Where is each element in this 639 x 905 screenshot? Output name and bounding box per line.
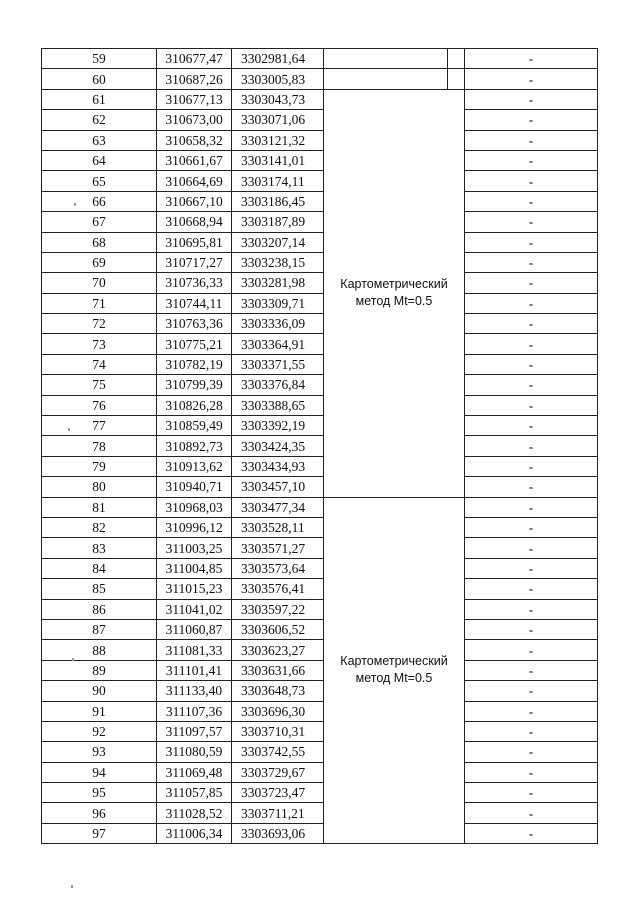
note-cell: - (465, 803, 598, 823)
method-line-2: метод Mt=0.5 (355, 294, 433, 309)
y-coordinate: 3303528,11 (232, 517, 324, 537)
point-number: 81 (42, 497, 157, 517)
note-cell: - (465, 273, 598, 293)
method-line-1: Картометрический (340, 654, 448, 669)
table-row (42, 783, 598, 803)
x-coordinate: 311069,48 (157, 762, 232, 782)
point-number: 82 (42, 517, 157, 537)
y-coordinate: 3303711,21 (232, 803, 324, 823)
note-cell: - (465, 314, 598, 334)
x-coordinate: 310775,21 (157, 334, 232, 354)
scan-speck (74, 203, 76, 206)
x-coordinate: 310677,47 (157, 49, 232, 69)
note-cell: - (465, 538, 598, 558)
table-row (42, 293, 598, 313)
x-coordinate: 311133,40 (157, 681, 232, 701)
table-row (42, 314, 598, 334)
x-coordinate: 310782,19 (157, 354, 232, 374)
y-coordinate: 3303742,55 (232, 742, 324, 762)
note-cell: - (465, 619, 598, 639)
point-number: 78 (42, 436, 157, 456)
accuracy-cell-empty (448, 69, 465, 89)
point-number: 85 (42, 579, 157, 599)
coordinates-table (41, 48, 598, 844)
note-cell: - (465, 49, 598, 69)
table-row (42, 681, 598, 701)
y-coordinate: 3303696,30 (232, 701, 324, 721)
y-coordinate: 3303392,19 (232, 416, 324, 436)
x-coordinate: 310940,71 (157, 477, 232, 497)
note-cell: - (465, 69, 598, 89)
point-number: 60 (42, 69, 157, 89)
x-coordinate: 311101,41 (157, 660, 232, 680)
point-number: 92 (42, 721, 157, 741)
table-row (42, 69, 598, 89)
point-number: 62 (42, 110, 157, 130)
table-row (42, 110, 598, 130)
note-cell: - (465, 742, 598, 762)
y-coordinate: 3303121,32 (232, 130, 324, 150)
y-coordinate: 3303281,98 (232, 273, 324, 293)
point-number: 71 (42, 293, 157, 313)
y-coordinate: 3303576,41 (232, 579, 324, 599)
table-row (42, 701, 598, 721)
y-coordinate: 3303376,84 (232, 375, 324, 395)
point-number: 74 (42, 354, 157, 374)
y-coordinate: 3303573,64 (232, 558, 324, 578)
x-coordinate: 310799,39 (157, 375, 232, 395)
note-cell: - (465, 171, 598, 191)
x-coordinate: 310859,49 (157, 416, 232, 436)
point-number: 77 (42, 416, 157, 436)
table-row (42, 721, 598, 741)
scan-speck (71, 885, 73, 888)
x-coordinate: 311006,34 (157, 823, 232, 843)
point-number: 68 (42, 232, 157, 252)
point-number: 66 (42, 191, 157, 211)
y-coordinate: 3303623,27 (232, 640, 324, 660)
scan-speck (68, 428, 70, 431)
note-cell: - (465, 456, 598, 476)
table-row (42, 395, 598, 415)
note-cell: - (465, 110, 598, 130)
y-coordinate: 3303388,65 (232, 395, 324, 415)
x-coordinate: 310677,13 (157, 89, 232, 109)
note-cell: - (465, 212, 598, 232)
point-number: 67 (42, 212, 157, 232)
y-coordinate: 3303729,67 (232, 762, 324, 782)
note-cell: - (465, 89, 598, 109)
note-cell: - (465, 701, 598, 721)
y-coordinate: 3303364,91 (232, 334, 324, 354)
x-coordinate: 310736,33 (157, 273, 232, 293)
x-coordinate: 311057,85 (157, 783, 232, 803)
note-cell: - (465, 517, 598, 537)
x-coordinate: 310968,03 (157, 497, 232, 517)
table-row (42, 823, 598, 843)
y-coordinate: 3303424,35 (232, 436, 324, 456)
x-coordinate: 311004,85 (157, 558, 232, 578)
method-line-1: Картометрический (340, 277, 448, 292)
y-coordinate: 3303693,06 (232, 823, 324, 843)
table-row (42, 517, 598, 537)
y-coordinate: 3303174,11 (232, 171, 324, 191)
table-row (42, 640, 598, 660)
point-number: 95 (42, 783, 157, 803)
table-row (42, 416, 598, 436)
note-cell: - (465, 660, 598, 680)
point-number: 88 (42, 640, 157, 660)
point-number: 59 (42, 49, 157, 69)
x-coordinate: 311028,52 (157, 803, 232, 823)
x-coordinate: 310717,27 (157, 252, 232, 272)
y-coordinate: 3303371,55 (232, 354, 324, 374)
table-row (42, 191, 598, 211)
x-coordinate: 311080,59 (157, 742, 232, 762)
point-number: 64 (42, 150, 157, 170)
y-coordinate: 3303043,73 (232, 89, 324, 109)
y-coordinate: 3303606,52 (232, 619, 324, 639)
x-coordinate: 311097,57 (157, 721, 232, 741)
x-coordinate: 310826,28 (157, 395, 232, 415)
x-coordinate: 310667,10 (157, 191, 232, 211)
note-cell: - (465, 334, 598, 354)
table-row (42, 599, 598, 619)
accuracy-cell-empty (448, 49, 465, 69)
note-cell: - (465, 375, 598, 395)
y-coordinate: 3303723,47 (232, 783, 324, 803)
x-coordinate: 310996,12 (157, 517, 232, 537)
y-coordinate: 3303309,71 (232, 293, 324, 313)
y-coordinate: 3303005,83 (232, 69, 324, 89)
note-cell: - (465, 681, 598, 701)
note-cell: - (465, 191, 598, 211)
coordinates-table-body (42, 49, 598, 844)
point-number: 97 (42, 823, 157, 843)
point-number: 87 (42, 619, 157, 639)
note-cell: - (465, 477, 598, 497)
x-coordinate: 310673,00 (157, 110, 232, 130)
note-cell: - (465, 293, 598, 313)
table-row (42, 252, 598, 272)
x-coordinate: 310687,26 (157, 69, 232, 89)
x-coordinate: 311107,36 (157, 701, 232, 721)
y-coordinate: 3303238,15 (232, 252, 324, 272)
table-row (42, 212, 598, 232)
table-row (42, 436, 598, 456)
table-row (42, 375, 598, 395)
y-coordinate: 3303141,01 (232, 150, 324, 170)
point-number: 70 (42, 273, 157, 293)
point-number: 91 (42, 701, 157, 721)
table-row (42, 171, 598, 191)
method-description (324, 497, 465, 844)
method-line-2: метод Mt=0.5 (355, 671, 433, 686)
note-cell: - (465, 395, 598, 415)
x-coordinate: 311003,25 (157, 538, 232, 558)
x-coordinate: 310664,69 (157, 171, 232, 191)
point-number: 94 (42, 762, 157, 782)
table-row (42, 579, 598, 599)
table-row (42, 803, 598, 823)
x-coordinate: 311041,02 (157, 599, 232, 619)
y-coordinate: 3303571,27 (232, 538, 324, 558)
table-row (42, 538, 598, 558)
point-number: 84 (42, 558, 157, 578)
x-coordinate: 310695,81 (157, 232, 232, 252)
x-coordinate: 310913,62 (157, 456, 232, 476)
note-cell: - (465, 599, 598, 619)
point-number: 73 (42, 334, 157, 354)
point-number: 69 (42, 252, 157, 272)
method-cell-empty (324, 49, 448, 69)
y-coordinate: 3303187,89 (232, 212, 324, 232)
y-coordinate: 3302981,64 (232, 49, 324, 69)
x-coordinate: 311081,33 (157, 640, 232, 660)
note-cell: - (465, 354, 598, 374)
y-coordinate: 3303597,22 (232, 599, 324, 619)
table-row (42, 497, 598, 517)
note-cell: - (465, 130, 598, 150)
point-number: 63 (42, 130, 157, 150)
table-row (42, 742, 598, 762)
table-row (42, 232, 598, 252)
scan-speck (72, 658, 74, 661)
note-cell: - (465, 497, 598, 517)
point-number: 72 (42, 314, 157, 334)
note-cell: - (465, 783, 598, 803)
note-cell: - (465, 150, 598, 170)
y-coordinate: 3303434,93 (232, 456, 324, 476)
point-number: 83 (42, 538, 157, 558)
point-number: 61 (42, 89, 157, 109)
point-number: 76 (42, 395, 157, 415)
y-coordinate: 3303207,14 (232, 232, 324, 252)
table-row (42, 89, 598, 109)
note-cell: - (465, 252, 598, 272)
table-row (42, 49, 598, 69)
table-row (42, 334, 598, 354)
note-cell: - (465, 232, 598, 252)
note-cell: - (465, 721, 598, 741)
y-coordinate: 3303336,09 (232, 314, 324, 334)
y-coordinate: 3303631,66 (232, 660, 324, 680)
x-coordinate: 310892,73 (157, 436, 232, 456)
x-coordinate: 311015,23 (157, 579, 232, 599)
method-cell-empty (324, 69, 448, 89)
y-coordinate: 3303457,10 (232, 477, 324, 497)
y-coordinate: 3303648,73 (232, 681, 324, 701)
x-coordinate: 310744,11 (157, 293, 232, 313)
note-cell: - (465, 762, 598, 782)
table-row (42, 354, 598, 374)
method-description (324, 89, 465, 497)
point-number: 65 (42, 171, 157, 191)
y-coordinate: 3303186,45 (232, 191, 324, 211)
table-row (42, 477, 598, 497)
point-number: 96 (42, 803, 157, 823)
table-row (42, 150, 598, 170)
note-cell: - (465, 436, 598, 456)
note-cell: - (465, 823, 598, 843)
x-coordinate: 310763,36 (157, 314, 232, 334)
note-cell: - (465, 579, 598, 599)
x-coordinate: 311060,87 (157, 619, 232, 639)
x-coordinate: 310658,32 (157, 130, 232, 150)
table-row (42, 130, 598, 150)
point-number: 80 (42, 477, 157, 497)
note-cell: - (465, 558, 598, 578)
table-row (42, 660, 598, 680)
point-number: 90 (42, 681, 157, 701)
table-row (42, 762, 598, 782)
y-coordinate: 3303477,34 (232, 497, 324, 517)
x-coordinate: 310661,67 (157, 150, 232, 170)
y-coordinate: 3303710,31 (232, 721, 324, 741)
point-number: 86 (42, 599, 157, 619)
note-cell: - (465, 416, 598, 436)
y-coordinate: 3303071,06 (232, 110, 324, 130)
table-row (42, 619, 598, 639)
table-row (42, 558, 598, 578)
x-coordinate: 310668,94 (157, 212, 232, 232)
point-number: 75 (42, 375, 157, 395)
table-row (42, 273, 598, 293)
point-number: 89 (42, 660, 157, 680)
point-number: 93 (42, 742, 157, 762)
point-number: 79 (42, 456, 157, 476)
note-cell: - (465, 640, 598, 660)
table-row (42, 456, 598, 476)
